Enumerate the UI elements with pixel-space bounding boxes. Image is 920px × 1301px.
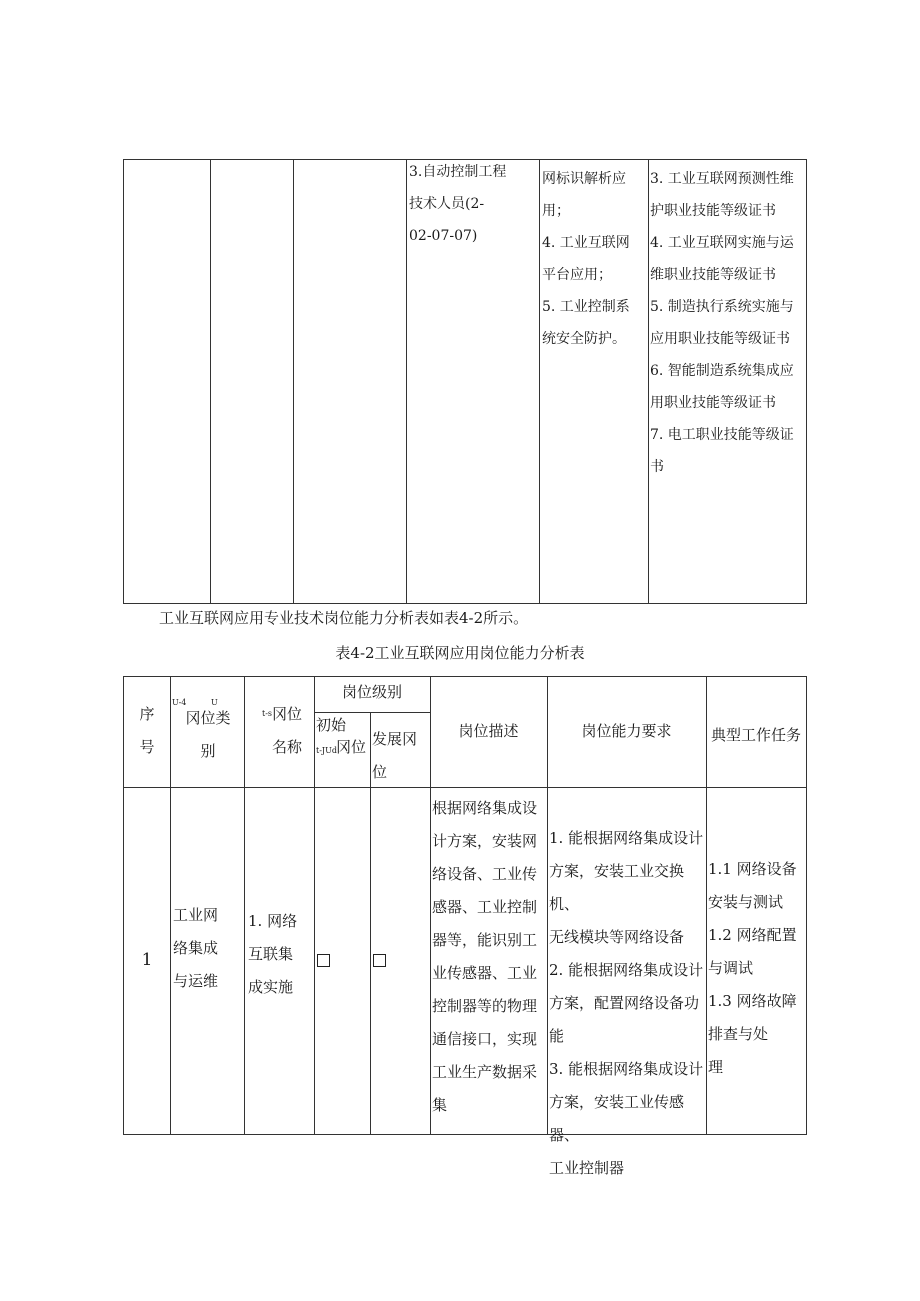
header-seq: 序 号 xyxy=(139,705,155,756)
header-develop: 发展冈 位 xyxy=(372,730,418,781)
row-category: 工业网 络集成 与运维 xyxy=(173,906,219,990)
header-initial: 初始 xyxy=(316,716,347,734)
row-tasks: 1.1 网络设备 安装与测试 1.2 网络配置 与调试 1.3 网络故障 排查与处 理 xyxy=(708,860,797,1076)
header-description: 岗位描述 xyxy=(458,722,519,740)
cell-certificates: 3. 工业互联网预测性维 护职业技能等级证书 4. 工业互联网实施与运 维职业技能等级证书 5. 制造执行系统实施与 应用职业技能等级证书 6. 智能制造系统集成应 用职业技能等级证书 7. 电工职业技能等级证 书 xyxy=(650,171,794,475)
row-name: 1. 网络 互联集 成实施 xyxy=(248,912,298,996)
header-tasks: 典型工作任务 xyxy=(710,726,801,744)
row-requirements: 1. 能根据网络集成设计 方案，安装工业交换机、 无线模块等网络设备 2. 能根据网络集成设计 方案，配置网络设备功 能 3. 能根据网络集成设计 方案，安装工业传感器、 工业控制器 xyxy=(549,829,704,1177)
intro-paragraph: 工业互联网应用专业技术岗位能力分析表如表4-2所示。 xyxy=(159,609,529,627)
row-description: 根据网络集成设 计方案，安装网 络设备、工业传 感器、工业控制 器等，能识别工 业传感器、工业 控制器等的物理 通信接口，实现 工业生产数据采 集 xyxy=(432,799,538,1114)
cell-occupation: 3.自动控制工程 技术人员(2- 02-07-07) xyxy=(409,164,507,244)
header-category-mark: U-4 xyxy=(172,698,187,707)
header-name: 冈位 名称 xyxy=(271,705,302,756)
header-requirements: 岗位能力要求 xyxy=(581,722,672,740)
header-initial-2: 冈位 xyxy=(336,738,367,756)
header-initial-mark: t-JUd xyxy=(316,746,337,755)
table-caption: 表4-2工业互联网应用岗位能力分析表 xyxy=(335,644,585,662)
row-seq: 1 xyxy=(141,950,153,970)
develop-checkbox[interactable] xyxy=(373,954,386,967)
header-level: 岗位级别 xyxy=(341,683,402,701)
header-name-mark: t-s xyxy=(262,709,273,718)
cell-skills-list: 网标识解析应 用； 4. 工业互联网 平台应用； 5. 工业控制系 统安全防护。 xyxy=(542,171,630,347)
initial-checkbox[interactable] xyxy=(317,954,330,967)
header-category: 冈位类 别 xyxy=(185,709,231,760)
header-category-mark-2: U xyxy=(211,698,218,707)
